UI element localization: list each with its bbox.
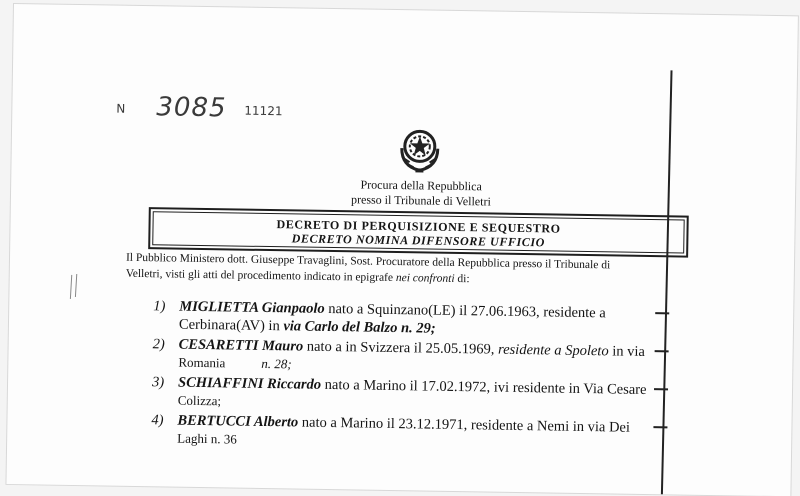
entry-line-2: Cerbinara(AV) in via Carlo del Balzo n. 29; [178,316,436,337]
person-name: SCHIAFFINI Riccardo [177,374,322,393]
entry-number: 2) [152,336,165,353]
entry-number: 3) [151,374,165,391]
pen-tick-mark [653,426,667,428]
person-name: CESARETTI Mauro [178,336,304,355]
handwritten-protocol-number: 3085 [156,92,227,124]
entry-line-2: Laghi n. 36 [177,430,237,447]
pen-tick-mark [654,388,668,390]
office-court: presso il Tribunale di Velletri [350,192,491,209]
entry-line-1: BERTUCCI Alberto nato a Marino il 23.12.1971, residente a Nemi in via Dei [177,412,631,436]
document-page [6,4,797,496]
intro-line-2: Velletri, visti gli atti del procedimento indicato in epigrafe nei confronti di: [125,267,470,286]
decree-title-box [148,207,689,257]
entry-number: 1) [153,298,166,315]
decree-title: DECRETO DI PERQUISIZIONE E SEQUESTRO [276,217,561,236]
decree-subtitle: DECRETO NOMINA DIFENSORE UFFICIO [291,231,546,250]
pen-tick-mark [655,350,669,352]
entry-number: 4) [151,412,164,429]
italian-republic-emblem-icon [395,122,444,175]
handwritten-prefix: N [116,101,127,116]
entry-line-1: SCHIAFFINI Riccardo nato a Marino il 17.02.1972, ivi residente in Via Cesare [177,374,647,398]
intro-line-1: Il Pubblico Ministero dott. Giuseppe Travaglini, Sost. Procuratore della Repubblica presso il Tribunale di [125,251,611,272]
entry-line-2: Colizza; [177,392,222,409]
person-name: MIGLIETTA Gianpaolo [179,298,325,317]
entry-line-2: Romania n. 28; [178,354,292,372]
person-name: BERTUCCI Alberto [177,412,299,431]
margin-pen-mark [67,273,81,301]
entry-line-1: MIGLIETTA Gianpaolo nato a Squinzano(LE) il 27.06.1963, residente a [179,298,606,322]
entry-line-1: CESARETTI Mauro nato a in Svizzera il 25.05.1969, residente a Spoleto in via [178,336,646,360]
office-name: Procura della Repubblica [360,177,482,194]
pen-tick-mark [655,312,669,314]
handwritten-suffix: 11121 [244,103,283,119]
